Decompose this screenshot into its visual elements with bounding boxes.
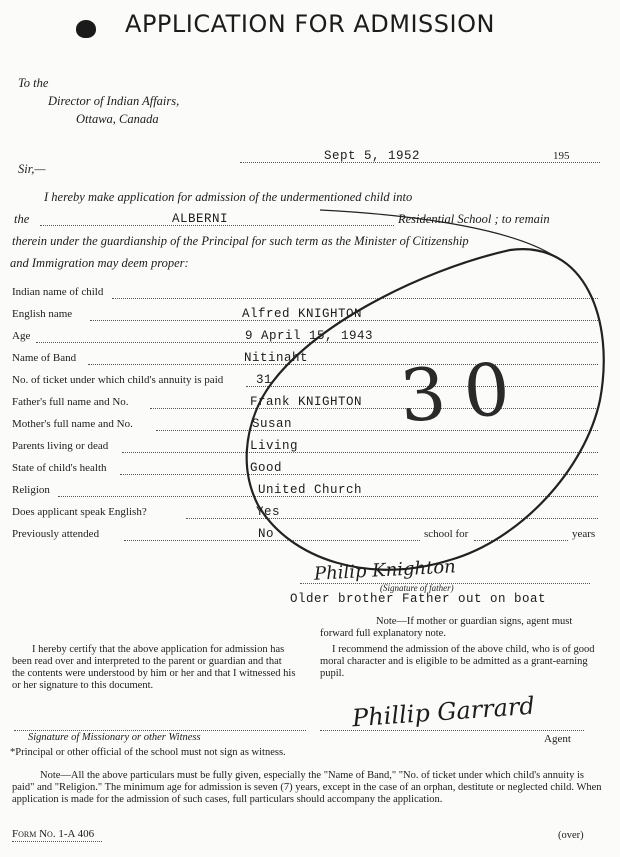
intro-line-3: therein under the guardianship of the Principal for such term as the Minister of Citizenship	[12, 234, 469, 248]
address-to: To the	[18, 76, 49, 90]
salutation: Sir,—	[18, 162, 46, 176]
field-value-parents: Living	[250, 439, 299, 453]
address-line-2: Ottawa, Canada	[76, 112, 159, 126]
field-value-english: Yes	[256, 505, 281, 519]
field-value-health: Good	[250, 461, 283, 475]
address-line-1: Director of Indian Affairs,	[48, 94, 180, 108]
school-for-label: school for	[424, 528, 469, 540]
guardian-note: Note—If mother or guardian signs, agent must forward full explanatory note.	[320, 616, 573, 639]
agent-label: Agent	[544, 733, 571, 745]
field-label-age: Age	[12, 330, 31, 342]
handwritten-number: 30	[397, 345, 531, 439]
parent-signature: Philip Knighton	[313, 556, 457, 585]
parent-signature-note: Older brother Father out on boat	[290, 592, 547, 606]
field-label-father: Father's full name and No.	[12, 396, 129, 408]
field-label-religion: Religion	[12, 484, 50, 496]
field-label-mother: Mother's full name and No.	[12, 418, 133, 430]
field-label-health: State of child's health	[12, 462, 107, 474]
field-value-ticket: 31	[256, 373, 273, 387]
field-label-band: Name of Band	[12, 352, 77, 364]
intro-residential: Residential School ; to remain	[398, 212, 550, 226]
field-value-father: Frank KNIGHTON	[250, 395, 363, 409]
recommend-paragraph: I recommend the admission of the above child, who is of good moral character and is eligible to be admitted as a grant-earning pupil.	[320, 644, 595, 679]
intro-line-4: and Immigration may deem proper:	[10, 256, 189, 270]
footer-note: Note—All the above particulars must be fully given, especially the "Name of Band," "No. of ticket under which child's annuity is paid" and "Religion." The minimum age for admission is seven (7) years, except in the case of an orphan, destitute or neglected child. When application is made for the admission of such cases, full particulars should accompany the application.	[12, 770, 602, 805]
form-title: APPLICATION FOR ADMISSION	[125, 10, 495, 38]
years-label: years	[572, 528, 596, 540]
field-value-religion: United Church	[258, 483, 363, 497]
field-label-parents: Parents living or dead	[12, 440, 109, 452]
form-number: Form No. 1-A 406	[12, 828, 95, 840]
field-label-english-name: English name	[12, 308, 73, 320]
field-label-indian-name: Indian name of child	[12, 286, 104, 298]
field-value-mother: Susan	[252, 417, 293, 431]
agent-signature-line	[320, 730, 584, 731]
over-label: (over)	[558, 830, 584, 841]
school-name-value: ALBERNI	[172, 212, 229, 226]
agent-signature: Phillip Garrard	[351, 691, 536, 733]
witness-signature-label: Signature of Missionary or other Witness	[28, 732, 201, 743]
witness-signature-line	[14, 730, 306, 731]
intro-line-1: I hereby make application for admission of the undermentioned child into	[44, 190, 413, 204]
field-value-previously: No	[258, 527, 275, 541]
field-value-band: Nitinaht	[244, 351, 309, 365]
field-label-english: Does applicant speak English?	[12, 506, 147, 518]
field-label-ticket: No. of ticket under which child's annuity is paid	[12, 374, 224, 386]
certify-paragraph: I hereby certify that the above application for admission has been read over and interpreted to the parent or guardian and that the contents were understood by him or her and that I witnessed his or her signature to this document.	[12, 644, 296, 691]
principal-note: *Principal or other official of the school must not sign as witness.	[10, 747, 286, 758]
date-value: Sept 5, 1952	[324, 149, 421, 163]
field-label-previously: Previously attended	[12, 528, 100, 540]
field-value-age: 9 April 15, 1943	[245, 329, 374, 343]
field-value-english-name: Alfred KNIGHTON	[242, 307, 363, 321]
form-number-underline	[12, 841, 102, 842]
intro-the: the	[14, 212, 30, 226]
parent-signature-caption: (Signature of father)	[380, 583, 454, 593]
date-year-prefix: 195	[553, 150, 570, 162]
